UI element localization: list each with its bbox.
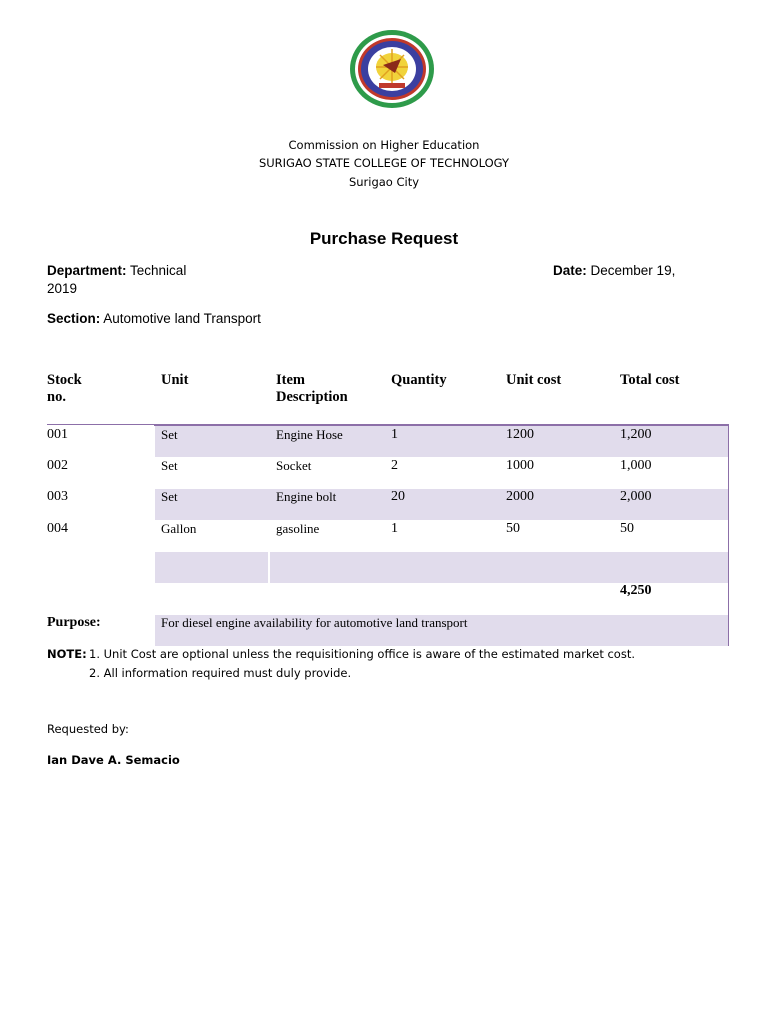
table-band-divider (268, 552, 270, 583)
table-cell-unit-cost: 50 (506, 521, 520, 536)
table-cell-description: Engine Hose (276, 427, 343, 442)
table-cell-unit: Set (161, 458, 178, 473)
table-cell-description: Engine bolt (276, 489, 337, 504)
purpose-label: Purpose: (47, 615, 101, 630)
col-header-stock: Stock no. (47, 372, 82, 405)
requested-by-label: Requested by: (47, 722, 129, 736)
table-cell-description: Socket (276, 458, 312, 473)
col-header-unit-cost: Unit cost (506, 372, 562, 388)
table-cell-unit: Gallon (161, 521, 197, 536)
table-cell-quantity: 20 (391, 489, 405, 504)
table-cell-unit-cost: 1200 (506, 427, 534, 442)
table-cell-total-cost: 1,000 (620, 458, 652, 473)
table-cell-unit: Set (161, 489, 178, 504)
grand-total: 4,250 (620, 583, 652, 598)
table-cell-quantity: 2 (391, 458, 398, 473)
table-right-border (728, 424, 729, 646)
table-cell-total-cost: 50 (620, 521, 634, 536)
table-cell-total-cost: 1,200 (620, 427, 652, 442)
note-label: NOTE: (47, 647, 87, 661)
col-header-total-cost: Total cost (620, 372, 680, 388)
col-header-quantity: Quantity (391, 372, 447, 388)
table-cell-unit-cost: 1000 (506, 458, 534, 473)
col-header-unit: Unit (161, 372, 189, 388)
date-value: December 19, (590, 263, 676, 278)
note-item: 2. All information required must duly provide. (89, 666, 352, 680)
table-band (155, 552, 728, 583)
section-label: Section: (47, 311, 101, 326)
date-field (553, 263, 675, 278)
document-title: Purchase Request (309, 229, 459, 248)
table-cell-quantity: 1 (391, 521, 398, 536)
table-cell-stock: 001 (47, 427, 68, 442)
section-value: Automotive land Transport (103, 311, 261, 326)
requester-name: Ian Dave A. Semacio (47, 753, 180, 767)
header-agency: Commission on Higher Education (288, 138, 480, 152)
table-cell-stock: 003 (47, 489, 68, 504)
table-cell-stock: 002 (47, 458, 68, 473)
department-field (47, 263, 186, 278)
table-rule-left (47, 424, 154, 425)
table-cell-total-cost: 2,000 (620, 489, 652, 504)
purpose-value: For diesel engine availability for automotive land transport (161, 615, 468, 630)
table-cell-quantity: 1 (391, 427, 398, 442)
date-year: 2019 (47, 281, 78, 296)
table-cell-description: gasoline (276, 521, 320, 536)
table-cell-stock: 004 (47, 521, 68, 536)
col-header-description: Item Description (276, 372, 348, 405)
table-cell-unit-cost: 2000 (506, 489, 534, 504)
college-seal-icon (349, 29, 435, 109)
section-field (47, 311, 261, 326)
note-item: 1. Unit Cost are optional unless the requisitioning office is aware of the estimated market cost. (89, 647, 635, 661)
header-college: SURIGAO STATE COLLEGE OF TECHNOLOGY (258, 156, 510, 170)
department-label: Department: (47, 263, 127, 278)
header-city: Surigao City (348, 175, 420, 189)
date-label: Date: (553, 263, 587, 278)
department-value: Technical (130, 263, 187, 278)
table-cell-unit: Set (161, 427, 178, 442)
